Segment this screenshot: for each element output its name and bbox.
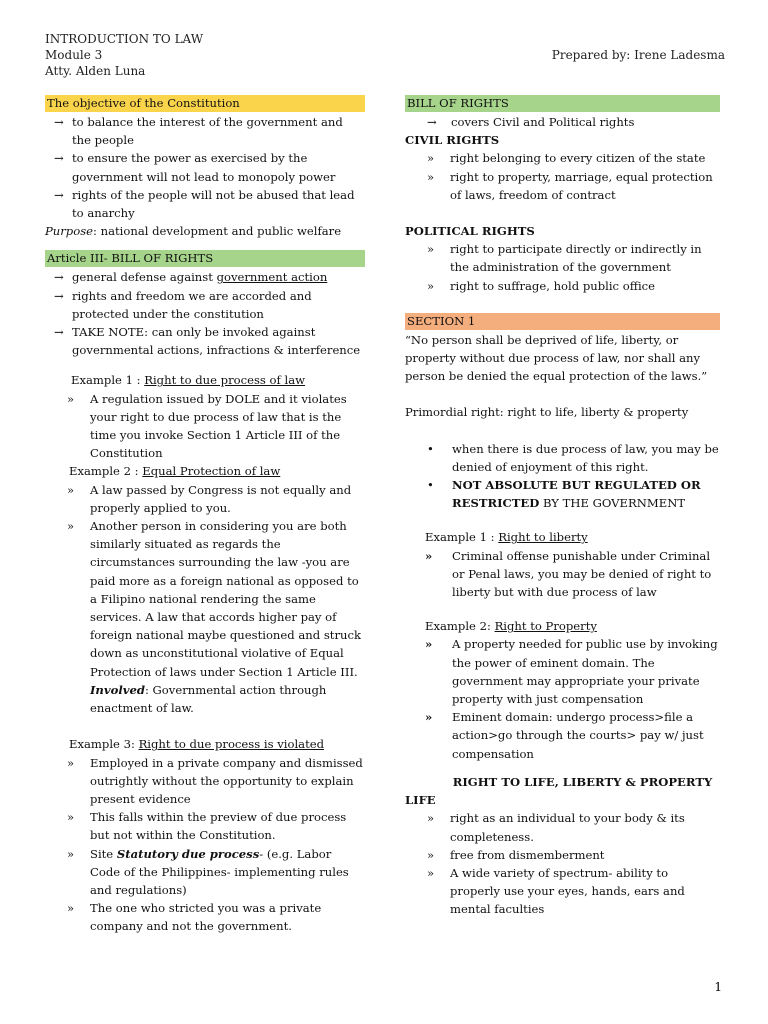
example2-heading: Example 2 : Equal Protection of law	[69, 464, 281, 479]
arrow-icon: →	[427, 115, 437, 129]
arrow-icon: →	[54, 270, 64, 285]
objective-item: → rights of the people will not be abused that lead to anarchy	[54, 187, 355, 221]
ex1-heading: Example 1 : Right to liberty	[425, 530, 588, 545]
objective-item: → to ensure the power as exercised by the government will not lead to monopoly power	[54, 151, 336, 184]
bullet-dot-icon: •	[427, 441, 434, 456]
arrow-icon: →	[54, 151, 64, 166]
page-header	[45, 31, 725, 79]
bill-heading: BILL OF RIGHTS	[405, 95, 720, 112]
bullet-icon: »	[67, 755, 75, 770]
objective-heading: The objective of the Constitution	[45, 95, 365, 112]
ex2-heading: Example 2: Right to Property	[425, 619, 597, 634]
bullet-icon: »	[427, 811, 435, 826]
left-column	[45, 95, 365, 936]
bullet-icon: »	[67, 846, 75, 861]
section-heading: SECTION 1	[405, 313, 720, 330]
example2-item: » Another person in considering you are both similarly situated as regards the circumstances surrounding the law -you are paid more as a foreign national as opposed to a Filipino national rendering the same services. A law that accords higher pay of foreign national maybe questioned and struck down as unconstitutional violative of Equal Protection of laws under Section 1 Article III. Involved: Governmental action through enactment of law.	[67, 519, 361, 716]
module-label: Module 3	[45, 48, 103, 62]
bullet-icon: »	[67, 810, 75, 825]
ex2-item: » A property needed for public use by invoking the power of eminent domain. The government may appropriate your private property with just compensation	[425, 637, 718, 707]
life-heading: LIFE	[405, 793, 436, 808]
arrow-icon: →	[54, 325, 64, 340]
bullet-icon: »	[427, 169, 435, 184]
right-column	[405, 95, 720, 919]
example3-item: » This falls within the preview of due process but not within the Constitution.	[67, 810, 347, 843]
dot-item: • when there is due process of law, you may be denied of enjoyment of this right.	[427, 441, 719, 474]
political-heading: POLITICAL RIGHTS	[405, 224, 535, 239]
civil-item: » right to property, marriage, equal protection of laws, freedom of contract	[427, 169, 713, 202]
example1-heading: Example 1 : Right to due process of law	[71, 373, 306, 388]
bullet-icon: »	[425, 637, 433, 652]
page-number: 1	[714, 980, 722, 994]
bullet-icon: »	[427, 151, 435, 166]
purpose-line: Purpose: national development and public welfare	[45, 224, 342, 239]
life-item: » A wide variety of spectrum- ability to properly use your eyes, hands, ears and mental faculties	[427, 865, 685, 917]
life-item: » right as an individual to your body & its completeness.	[427, 811, 685, 844]
rlp-heading: RIGHT TO LIFE, LIBERTY & PROPERTY	[452, 774, 713, 789]
instructor-name: Atty. Alden Luna	[45, 64, 146, 78]
example2-item: » A law passed by Congress is not equally and properly applied to you.	[67, 482, 352, 515]
bullet-icon: »	[425, 548, 433, 563]
example3-item: » The one who stricted you was a private company and not the government.	[67, 901, 322, 934]
arrow-icon: →	[54, 187, 64, 202]
political-item: » right to suffrage, hold public office	[405, 277, 720, 295]
bullet-icon: »	[427, 242, 435, 257]
example1-item: » A regulation issued by DOLE and it violates your right to due process of law that is the time you invoke Section 1 Article III of the Constitution	[67, 391, 347, 461]
article-item: → TAKE NOTE: can only be invoked against governmental actions, infractions & interference	[54, 325, 361, 358]
bill-item: → covers Civil and Political rights	[405, 113, 720, 131]
course-title: INTRODUCTION TO LAW	[45, 32, 204, 46]
ex1-item: » Criminal offense punishable under Criminal or Penal laws, you may be denied of right to liberty but with due process of law	[425, 548, 712, 600]
bullet-icon: »	[67, 901, 75, 916]
example3-item: » Employed in a private company and dismissed outrightly without the opportunity to explain present evidence	[67, 755, 363, 806]
example3-heading: Example 3: Right to due process is violated	[69, 737, 325, 752]
primordial-right: Primordial right: right to life, liberty & property	[405, 405, 689, 420]
bullet-icon: »	[67, 519, 75, 534]
bullet-icon: »	[67, 482, 75, 497]
bullet-icon: »	[425, 710, 433, 725]
article-heading: Article III- BILL OF RIGHTS	[45, 250, 365, 267]
arrow-icon: →	[54, 288, 64, 303]
arrow-icon: →	[54, 115, 64, 129]
civil-heading: CIVIL RIGHTS	[405, 133, 500, 148]
civil-item: » right belonging to every citizen of the state	[405, 149, 720, 167]
article-item: → rights and freedom we are accorded and protected under the constitution	[54, 288, 312, 321]
bullet-icon: »	[427, 865, 435, 880]
section-quote: “No person shall be deprived of life, liberty, or property without due process of law, nor shall any person be denied the equal protection of the laws.”	[405, 332, 708, 384]
bullet-icon: »	[427, 847, 435, 862]
example3-item: » Site Statutory due process- (e.g. Labor Code of the Philippines- implementing rules and regulations)	[67, 846, 349, 897]
dot-item: • NOT ABSOLUTE BUT REGULATED OR RESTRICTED BY THE GOVERNMENT	[427, 478, 701, 511]
bullet-icon: »	[67, 391, 75, 406]
political-item: » right to participate directly or indirectly in the administration of the government	[427, 242, 702, 275]
ex2-item: » Eminent domain: undergo process>file a action>go through the courts> pay w/ just compensation	[425, 710, 704, 761]
life-item: » free from dismemberment	[405, 846, 720, 864]
prepared-by: Prepared by: Irene Ladesma	[551, 48, 725, 62]
bullet-dot-icon: •	[427, 478, 434, 493]
objective-item: → to balance the interest of the government and the people	[54, 115, 343, 148]
bullet-icon: »	[427, 278, 435, 293]
article-item: → general defense against government action	[45, 268, 365, 286]
